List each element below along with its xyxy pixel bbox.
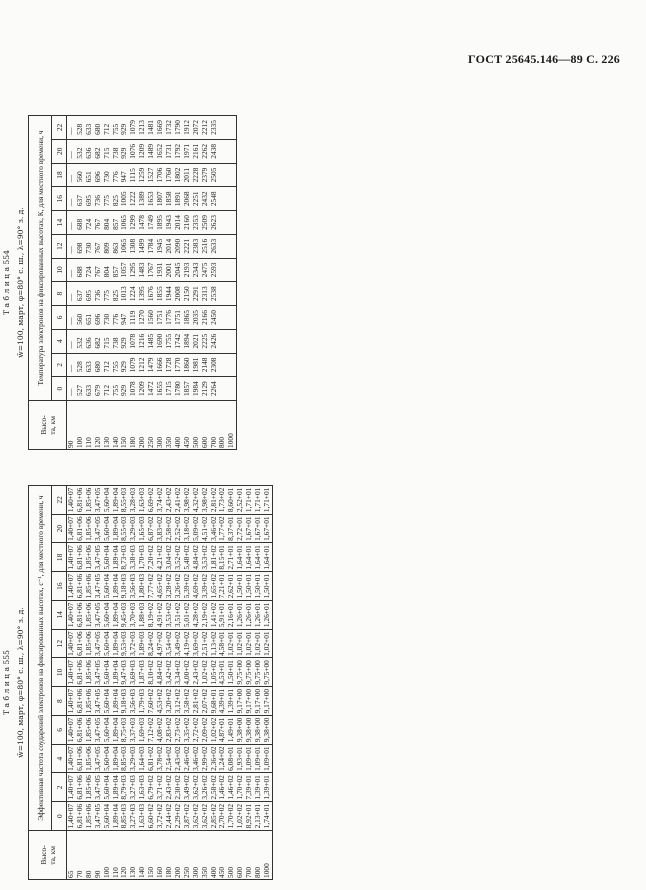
table-number: Т а б л и ц а 554 <box>2 250 11 315</box>
hour-header: 12 <box>52 629 67 658</box>
altitude-header: Высо- та, км <box>29 401 67 450</box>
value-column: — 637 695 736 775 825 1013 1224 1395 1676 1855 1944 2008 2150 2291 2313 2538 <box>67 282 237 306</box>
value-column: 1,40+07 6,81+06 1,85+06 3,47+05 5,60+04 1,89+04 8,55+03 3,28+03 1,63+03 6,69+02 3,74+02 2,43+02 2,41+02 3,98+02 4,32+02 3,98+02 2,81+02 1,73+02 8,60+01 2,52+01 1,71+01 1,71+01 1,71+01 <box>67 486 273 515</box>
hour-header: 20 <box>52 139 67 163</box>
hour-header: 8 <box>52 687 67 716</box>
hour-header: 0 <box>52 802 67 831</box>
hour-header: 4 <box>52 329 67 353</box>
hour-header: 8 <box>52 282 67 306</box>
hour-header: 22 <box>52 486 67 515</box>
hour-header: 10 <box>52 258 67 282</box>
value-column: 1,40+07 6,81+06 1,85+06 3,47+05 5,60+04 1,89+04 8,75+03 3,37+03 1,69+03 7,12+02 4,08+02 2,83+02 2,73+02 3,35+02 2,72+02 2,09+02 1,02+02 4,87+01 1,49+01 9,38+00 9,38+00 9,38+00 9,38+00 <box>67 716 273 745</box>
hour-header: 18 <box>52 163 67 187</box>
hour-header: 16 <box>52 572 67 601</box>
value-column: 1,40+07 6,81+06 1,85+06 3,47+05 5,60+04 1,89+04 9,47+03 3,69+03 1,87+03 8,10+02 4,84+02 3,42+02 3,34+02 4,00+02 2,43+02 1,02+02 1,05+02 4,53+01 1,50+01 9,75+00 9,75+00 9,75+00 9,75+00 <box>67 658 273 687</box>
table-number: Т а б л и ц а 555 <box>2 650 11 715</box>
hour-header: 0 <box>52 377 67 401</box>
value-column: 1,40+07 6,81+06 1,85+06 3,47+05 5,60+04 1,89+04 8,85+03 3,29+03 1,64+03 6,81+02 3,78+02 2,54+02 2,43+02 2,46+02 3,46+02 2,99+02 2,36+02 1,24+02 6,08+01 1,93+01 1,09+01 1,09+01 1,09+01 <box>67 744 273 773</box>
value-column: — 532 636 682 715 738 929 1078 1216 1485 1690 1755 1742 1894 2021 2225 2426 <box>67 329 237 353</box>
altitude-header: Высо- та, км <box>29 831 67 880</box>
value-column: — 688 724 767 804 857 1057 1295 1483 1767 1931 2001 2045 2193 2343 2475 2593 <box>67 258 237 282</box>
value-column: — 560 651 696 730 776 947 1119 1270 1560 1751 1776 1751 1865 2035 2166 2450 <box>67 306 237 330</box>
table-condition: w̄=100, март, φ=80° с. ш., λ=90° з. д. <box>16 207 25 358</box>
hour-header: 16 <box>52 187 67 211</box>
data-table <box>28 485 273 880</box>
value-column: 1,40+07 6,81+06 1,85+06 3,47+05 5,60+04 1,89+04 9,18+03 3,56+03 1,79+03 7,60+02 4,53+02 3,20+02 3,12+02 3,58+02 2,81+02 2,07+02 9,68+01 4,39+01 1,39+01 9,17+00 9,17+00 9,17+00 9,17+00 <box>67 687 273 716</box>
table-554 <box>0 115 237 450</box>
value-column: — 528 633 680 712 755 929 1079 1212 1479 1666 1728 1770 1860 1981 2148 2308 <box>67 353 237 377</box>
hour-header: 2 <box>52 353 67 377</box>
hour-header: 4 <box>52 744 67 773</box>
value-column: 1,40+07 6,81+06 1,85+06 3,47+05 5,60+04 1,89+04 9,53+03 3,72+03 1,89+03 8,24+02 4,97+02 3,54+02 3,49+02 4,19+02 3,69+02 2,51+02 1,13+02 4,58+01 1,02+01 1,02+01 1,02+01 1,02+01 1,02+01 <box>67 629 273 658</box>
hour-header: 10 <box>52 658 67 687</box>
value-column: — 527 633 679 712 755 929 1078 1209 1472 1655 1715 1780 1857 1984 2129 2264 <box>67 377 237 401</box>
hour-header: 14 <box>52 601 67 630</box>
data-table <box>28 115 237 450</box>
hour-header: 6 <box>52 716 67 745</box>
page-header: ГОСТ 25645.146—89 С. 226 <box>468 52 620 66</box>
value-column: 1,40+07 6,81+06 1,85+06 3,47+05 5,60+04 1,89+04 8,79+03 3,27+03 1,63+03 6,79+02 3,71+02 2,43+02 2,30+02 3,49+02 3,62+02 3,26+02 2,58+02 1,46+02 1,46+02 1,70+02 7,39+01 1,39+01 1,39+01 <box>67 773 273 802</box>
value-column: — 532 636 682 715 738 929 1076 1209 1489 1652 1731 1792 1971 2161 2262 2438 <box>67 139 237 163</box>
value-column: — 637 695 736 775 825 1005 1222 1389 1653 1807 1858 1891 2068 2251 2432 2548 <box>67 187 237 211</box>
value-column: 1,40+07 6,81+06 1,85+06 3,47+05 5,60+04 1,89+04 8,55+03 3,29+03 1,65+03 6,87+02 3,83+02 2,58+02 2,52+02 3,18+02 5,09+02 4,51+02 3,46+02 1,77+02 8,37+01 2,72+01 1,67+01 1,67+01 1,67+01 <box>67 514 273 543</box>
value-column: — 698 730 767 809 863 1065 1308 1499 1784 1945 2014 2090 2221 2383 2516 2633 <box>67 234 237 258</box>
hour-header: 18 <box>52 543 67 572</box>
quantity-header: Эффективная частота соударений электронов на фиксированных высотах, с⁻¹, для местного времени, ч <box>29 486 52 831</box>
value-column: — 528 633 680 712 755 929 1079 1213 1481 1669 1732 1790 1912 2072 2212 2335 <box>67 116 237 140</box>
altitude-column: 90 100 110 120 130 140 150 180 200 250 300 350 400 450 500 600 700 800 1000 <box>67 401 237 450</box>
hour-header: 22 <box>52 116 67 140</box>
value-column: 1,40+07 6,81+06 1,85+06 3,47+05 5,60+04 1,89+04 8,85+03 3,27+03 1,63+03 6,60+02 3,72+02 2,44+02 2,29+02 3,87+02 3,62+02 3,62+02 2,85+02 2,70+02 1,70+02 1,02+02 8,92+01 2,13+01 1,74+01 <box>67 802 273 831</box>
value-column: — 560 651 696 730 776 947 1115 1259 1527 1706 1760 1802 2011 2228 2379 2505 <box>67 163 237 187</box>
value-column: 1,40+07 6,81+06 1,85+06 3,47+05 5,60+04 1,89+04 9,45+03 3,70+03 1,88+03 8,19+02 4,91+02 3,53+02 3,51+02 5,01+02 4,28+02 2,19+02 1,41+02 5,91+01 2,16+01 1,26+01 1,26+01 1,26+01 1,26+01 <box>67 601 273 630</box>
table-555 <box>0 485 273 880</box>
value-column: 1,40+07 6,81+06 1,85+06 3,47+05 5,60+04 1,89+04 9,18+03 3,56+03 1,80+03 7,77+02 4,65+02 3,28+02 3,26+02 5,39+02 4,69+02 3,39+02 1,65+02 7,21+01 2,62+01 1,50+01 1,50+01 1,50+01 1,50+01 <box>67 572 273 601</box>
table-condition: w̄=100, март, φ=80° с. ш., λ=90° з. д. <box>16 607 25 758</box>
hour-header: 2 <box>52 773 67 802</box>
value-column: — 688 724 767 804 857 1065 1299 1478 1749 1895 1943 2014 2160 2353 2509 2623 <box>67 211 237 235</box>
value-column: 1,40+07 6,81+06 1,85+06 3,47+05 5,60+04 1,89+04 8,73+03 3,38+03 1,70+03 7,20+02 4,21+02 3,04+02 3,52+02 5,48+02 4,84+02 3,53+02 1,81+02 8,15+01 2,71+01 1,64+01 1,64+01 1,64+01 1,64+01 <box>67 543 273 572</box>
hour-header: 6 <box>52 306 67 330</box>
hour-header: 20 <box>52 514 67 543</box>
hour-header: 12 <box>52 234 67 258</box>
altitude-column: 65 70 80 90 100 110 120 130 140 150 160 180 200 250 300 350 400 450 500 600 700 800 1000 <box>67 831 273 880</box>
hour-header: 14 <box>52 211 67 235</box>
quantity-header: Температура электронов на фиксированных высотах, К, для местного времени, ч <box>29 116 52 401</box>
